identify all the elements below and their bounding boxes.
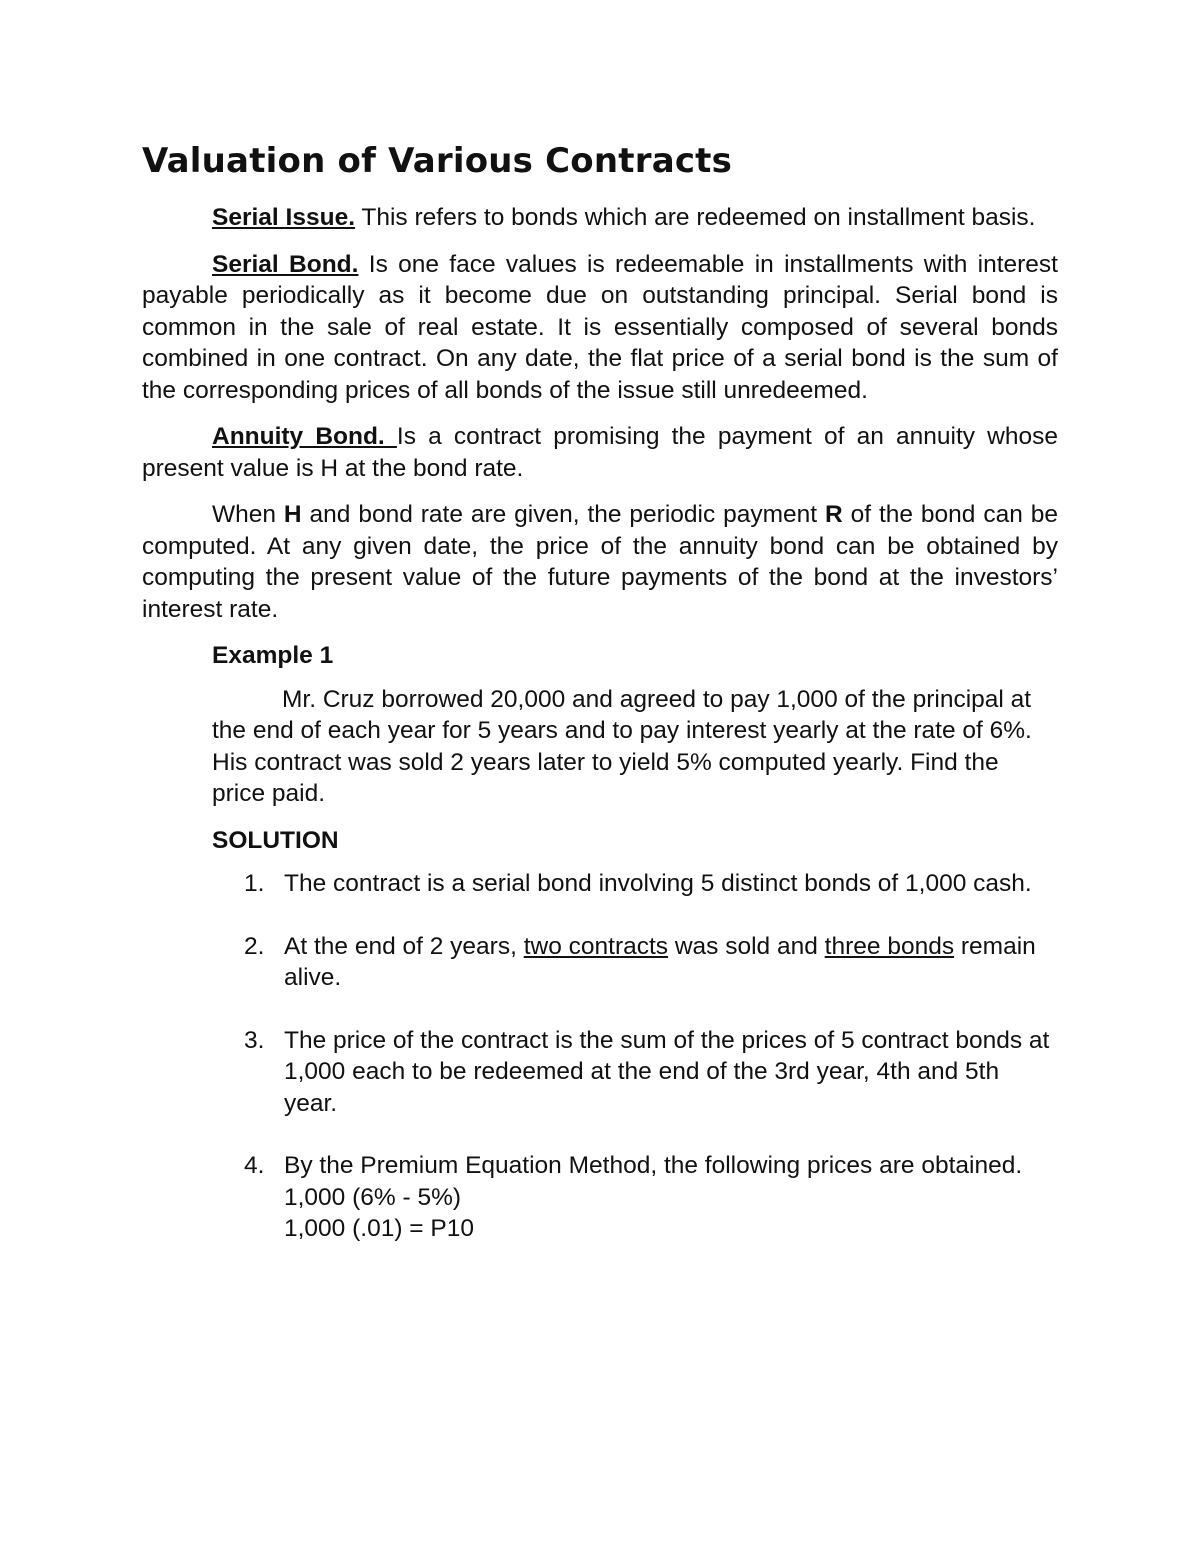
solution-step	[212, 931, 1058, 994]
document-body	[142, 202, 1058, 1245]
example-block	[212, 640, 1058, 1245]
when-text-2: and bond rate are given, the periodic payment	[301, 501, 826, 528]
serial-bond-text: Is one face values is redeemable in installments with interest payable periodically as it become due on outstanding principal. Serial bond is common in the sale of real estate. It is essentially composed of several bonds combined in one contract. On any date, the flat price of a serial bond is the sum of the corresponding prices of all bonds of the issue still unredeemed.	[142, 250, 1058, 404]
solution-heading: SOLUTION	[212, 826, 339, 854]
serial-issue-term: Serial Issue.	[212, 204, 356, 231]
serial-issue-text: This refers to bonds which are redeemed on installment basis.	[355, 204, 1036, 231]
step-text-before: At the end of 2 years,	[284, 932, 524, 960]
serial-bond-term: Serial Bond.	[212, 250, 359, 278]
formula-line-1: 1,000 (6% - 5%)	[284, 1183, 462, 1211]
solution-steps	[212, 868, 1058, 1245]
when-paragraph	[142, 499, 1058, 625]
page-title: Valuation of Various Contracts	[142, 141, 733, 181]
example-heading: Example 1	[212, 642, 334, 669]
r-symbol: R	[825, 501, 843, 528]
underlined-two-contracts: two contracts	[523, 932, 669, 960]
when-text-1: When	[212, 501, 284, 528]
step-text-middle: was sold and	[668, 932, 825, 960]
step-number: 3.	[244, 1026, 265, 1054]
example-text: Mr. Cruz borrowed 20,000 and agreed to pay 1,000 of the principal at the end of each year for 5 years and to pay interest yearly at the rate of 6%. His contract was sold 2 years later to yield 5% computed yearly. Find the price paid.	[212, 685, 1032, 807]
when-text-3: of the bond can be computed. At any given date, the price of the annuity bond can be obtained by computing the present value of the future payments of the bond at the investors’ interest rate.	[142, 501, 1059, 623]
serial-issue-paragraph	[142, 202, 1058, 234]
step-text: The price of the contract is the sum of the prices of 5 contract bonds at 1,000 each to be redeemed at the end of the 3rd year, 4th and 5th year.	[284, 1026, 1050, 1117]
annuity-bond-paragraph	[142, 421, 1058, 484]
solution-step	[212, 868, 1058, 900]
solution-step	[212, 1150, 1058, 1245]
solution-step	[212, 1025, 1058, 1120]
h-symbol: H	[283, 501, 302, 528]
step-number: 2.	[244, 932, 265, 960]
step-text: The contract is a serial bond involving 5 distinct bonds of 1,000 cash.	[284, 870, 1032, 897]
annuity-bond-term: Annuity Bond.	[212, 423, 397, 450]
step-text-after: remain alive.	[284, 932, 1036, 991]
step-number: 1.	[244, 870, 265, 897]
underlined-three-bonds: three bonds	[824, 932, 955, 960]
document-page	[142, 138, 1058, 1276]
step-text: By the Premium Equation Method, the following prices are obtained.	[284, 1152, 1023, 1179]
annuity-bond-text: Is a contract promising the payment of an annuity whose present value is H at the bond rate.	[142, 423, 1058, 482]
serial-bond-paragraph	[142, 249, 1058, 407]
step-number: 4.	[244, 1152, 265, 1179]
formula-line-2: 1,000 (.01) = P10	[284, 1215, 475, 1242]
